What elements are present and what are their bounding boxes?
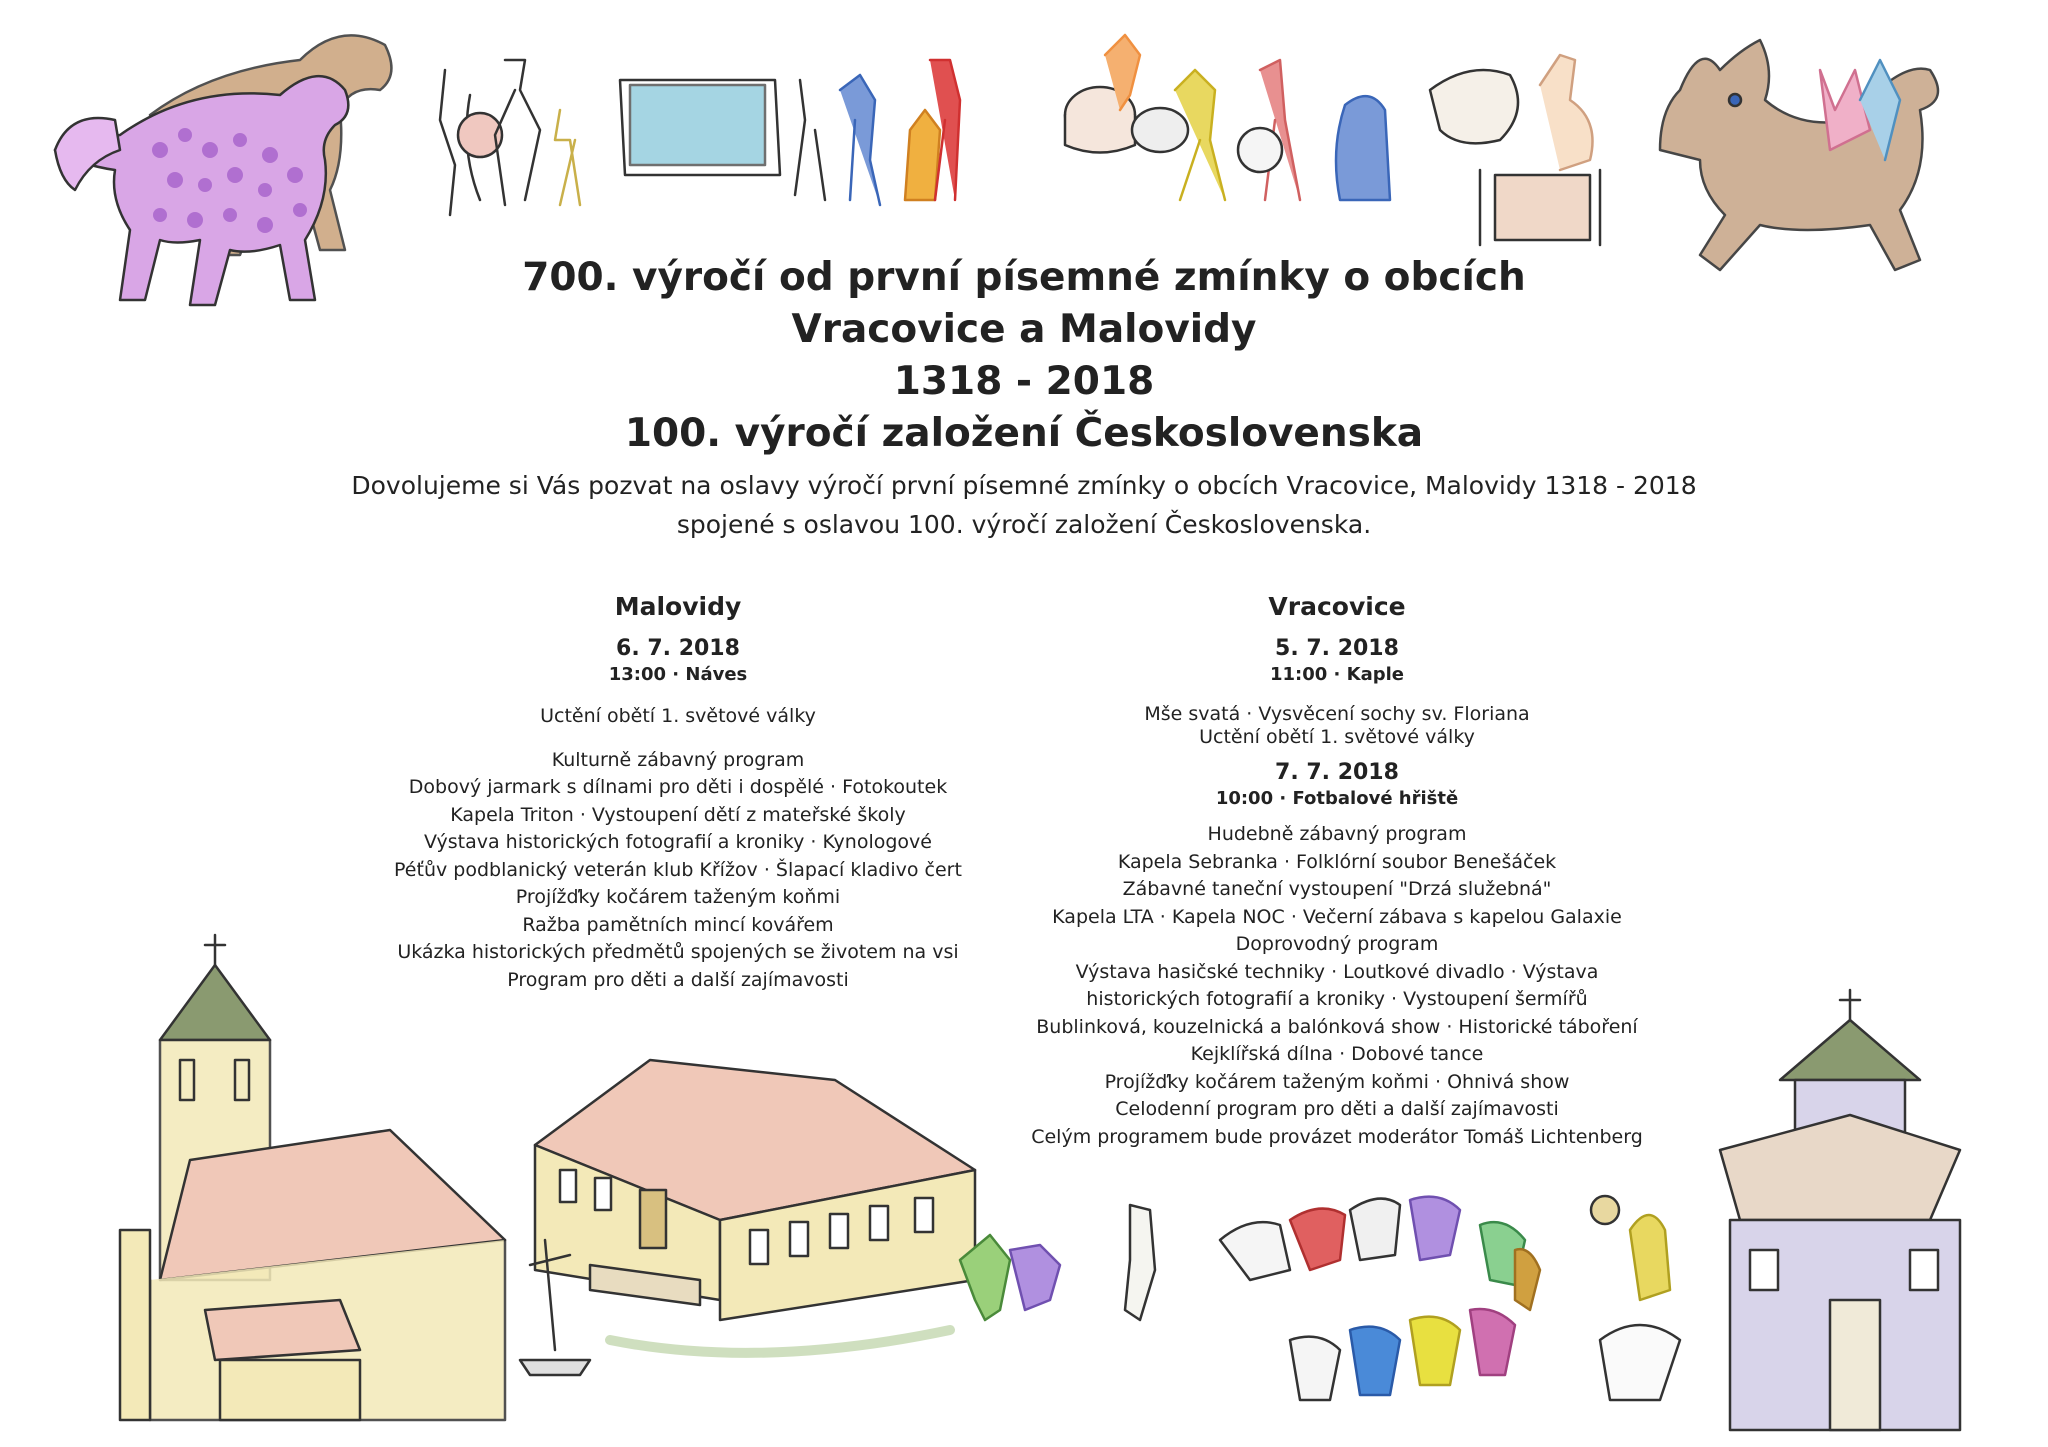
program-item: Bublinková, kouzelnická a balónková show · Historické táboření [1036, 1015, 1638, 1038]
program-item: Projížďky kočárem taženým koňmi [515, 886, 841, 908]
vracovice-program-list [1017, 821, 1657, 1151]
malovidy-time-place: 13:00 · Náves [608, 664, 748, 685]
malovidy-heading: Malovidy [614, 592, 742, 621]
people-with-shield-drawing [440, 60, 960, 215]
vracovice-time-place-1: 11:00 · Kaple [1269, 664, 1405, 685]
program-item: Výstava historických fotografií a kroniky · Kynologové [424, 831, 932, 853]
band-drawing [1065, 35, 1390, 200]
malovidy-date: 6. 7. 2018 [616, 636, 740, 661]
program-item: Doprovodný program [1235, 933, 1439, 955]
program-item: Výstava hasičské techniky · Loutkové divadlo · Výstava [1075, 960, 1599, 983]
town-hall-drawing [520, 1060, 975, 1375]
program-item: Ukázka historických předmětů spojených se životem na vsi [397, 941, 959, 963]
program-item: Mše svatá · Vysvěcení sochy sv. Floriana [1144, 703, 1530, 725]
program-item: Program pro děti a další zajímavosti [507, 968, 849, 991]
program-item: Kapela Triton · Vystoupení dětí z mateřské školy [450, 803, 906, 826]
vracovice-date-1: 5. 7. 2018 [1275, 636, 1399, 661]
malovidy-program [358, 592, 998, 994]
vracovice-heading: Vracovice [1268, 592, 1406, 621]
church-drawing [120, 935, 505, 1420]
invitation-line-1: Dovolujeme si Vás pozvat na oslavy výročí první písemné zmínky o obcích Vracovice, Malovidy 1318 - 2018 [351, 471, 1697, 500]
program-item: Projížďky kočárem taženým koňmi · Ohnivá show [1104, 1070, 1570, 1093]
program-item: Kapela LTA · Kapela NOC · Večerní zábava s kapelou Galaxie [1052, 905, 1622, 928]
chapel-drawing [1720, 990, 1960, 1430]
program-item: Kejklířská dílna · Dobové tance [1190, 1043, 1484, 1065]
program-item: Péťův podblanický veterán klub Křížov · Šlapací kladivo čert [394, 858, 962, 881]
vracovice-time-place-2: 10:00 · Fotbalové hřiště [1215, 788, 1459, 809]
vracovice-program [1017, 592, 1657, 1151]
program-item: Celodenní program pro děti a další zajímavosti [1115, 1098, 1559, 1120]
heading-line-1: 700. výročí od první písemné zmínky o obcích [522, 255, 1526, 300]
program-item: historických fotografií a kroniky · Vystoupení šermířů [1086, 988, 1588, 1010]
heading-line-2: Vracovice a Malovidy [791, 307, 1257, 352]
invitation-line-2: spojené s oslavou 100. výročí založení Československa. [676, 510, 1372, 539]
vracovice-date-2: 7. 7. 2018 [1275, 760, 1399, 785]
dancers-drawing [960, 1196, 1680, 1400]
program-item: Zábavné taneční vystoupení "Drzá služebná" [1122, 878, 1552, 900]
malovidy-program-list [358, 747, 998, 995]
heading-line-4: 100. výročí založení Československa [624, 411, 1424, 456]
program-item: Kapela Sebranka · Folklórní soubor Benešáček [1117, 850, 1557, 873]
program-item: Ražba pamětních mincí kovářem [522, 913, 834, 936]
invitation-text [0, 466, 2048, 544]
program-item: Celým programem bude provázet moderátor Tomáš Lichtenberg [1031, 1125, 1643, 1148]
program-item: Dobový jarmark s dílnami pro děti i dospělé · Fotokoutek [408, 776, 948, 798]
program-item: Uctění obětí 1. světové války [1199, 726, 1475, 748]
cook-with-cake-drawing [1430, 55, 1600, 245]
vracovice-mass-list [1017, 703, 1657, 749]
dog-drawing [1660, 40, 1938, 270]
program-item: Kulturně zábavný program [551, 748, 805, 771]
malovidy-memorial: Uctění obětí 1. světové války [540, 705, 816, 727]
heading [0, 252, 2048, 460]
program-item: Hudebně zábavný program [1207, 823, 1467, 845]
heading-line-3: 1318 - 2018 [893, 359, 1155, 404]
